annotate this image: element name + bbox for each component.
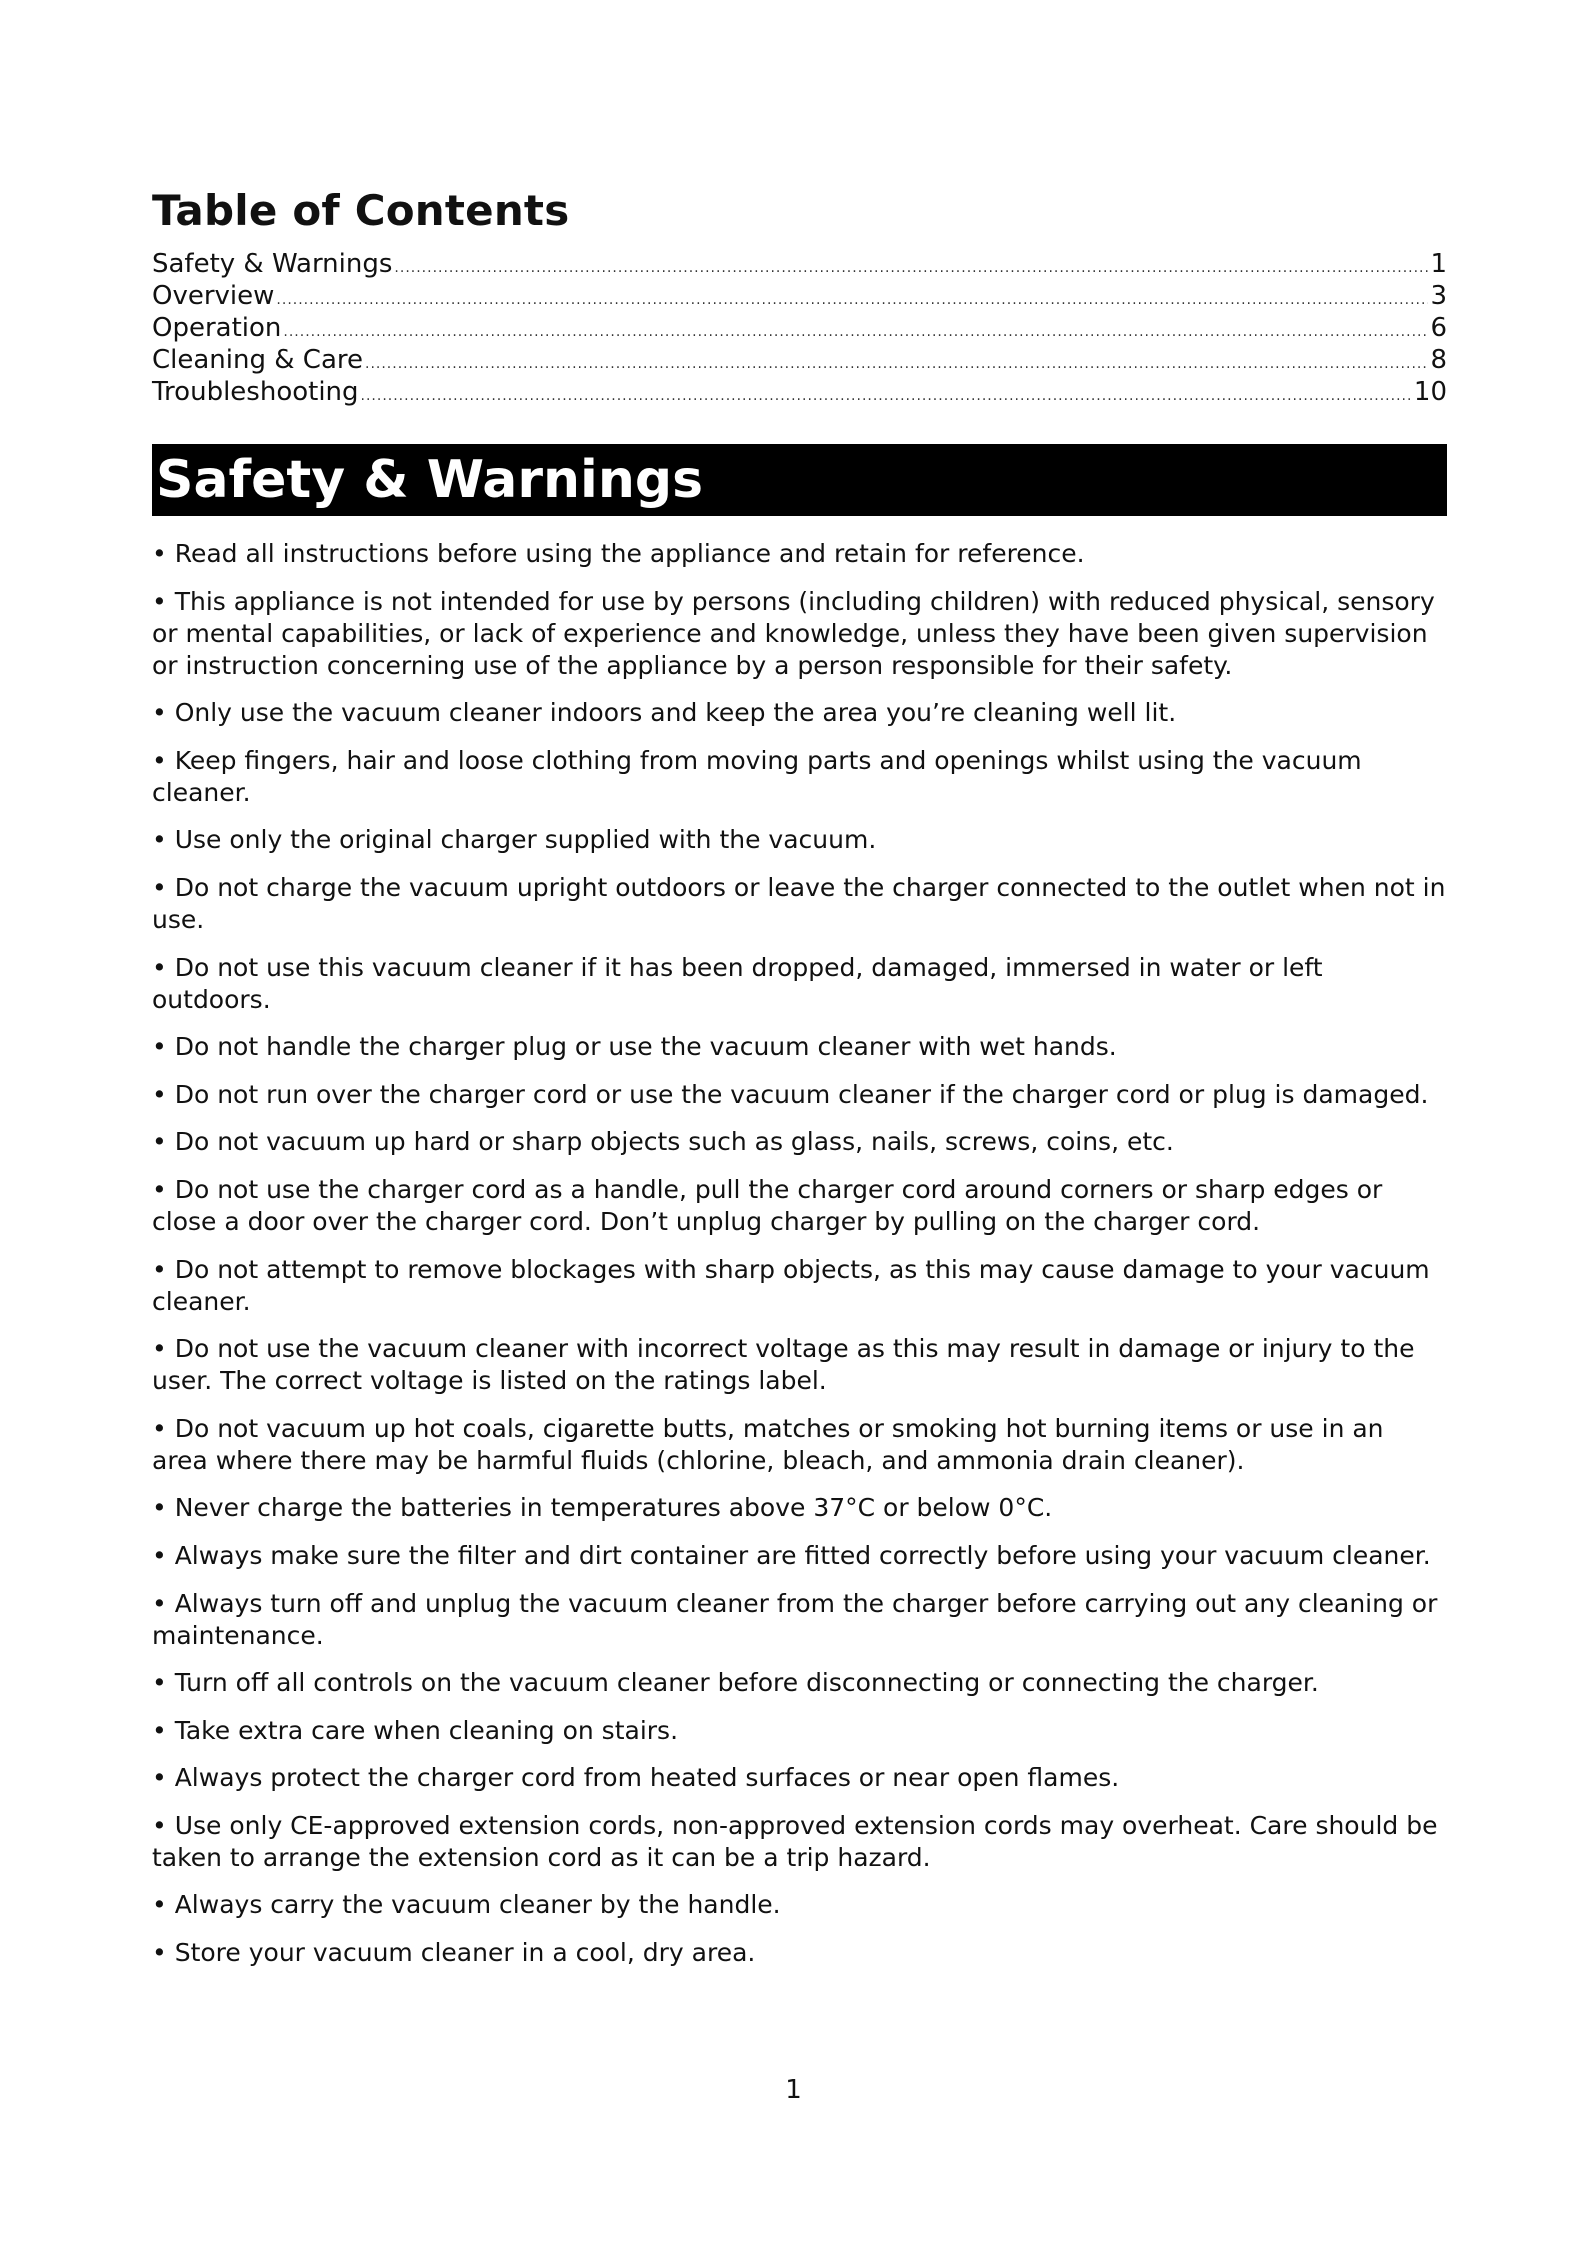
table-of-contents <box>152 248 1447 408</box>
toc-entry[interactable] <box>152 280 1447 312</box>
toc-entry-label: Cleaning & Care <box>152 345 363 375</box>
section-heading-banner <box>152 444 1447 516</box>
toc-entry[interactable] <box>152 248 1447 280</box>
warning-item: • Do not attempt to remove blockages with sharp objects, as this may cause damage to your vacuum cleaner. <box>152 1254 1447 1318</box>
toc-entry-label: Operation <box>152 313 282 343</box>
toc-entry-page: 8 <box>1430 345 1447 375</box>
toc-entry-label: Troubleshooting <box>152 377 359 407</box>
toc-leader-dots <box>365 348 1428 380</box>
warning-item: • Always carry the vacuum cleaner by the handle. <box>152 1889 1447 1921</box>
toc-entry-label: Overview <box>152 281 275 311</box>
toc-entry-page: 10 <box>1413 377 1447 407</box>
warning-item: • Do not vacuum up hard or sharp objects such as glass, nails, screws, coins, etc. <box>152 1126 1447 1158</box>
warning-item: • Do not use the charger cord as a handle, pull the charger cord around corners or sharp edges or close a door over the charger cord. Don’t unplug charger by pulling on the charger cord. <box>152 1174 1447 1238</box>
warning-item: • Do not run over the charger cord or use the vacuum cleaner if the charger cord or plug is damaged. <box>152 1079 1447 1111</box>
warning-item: • Always turn off and unplug the vacuum cleaner from the charger before carrying out any cleaning or maintenance. <box>152 1588 1447 1652</box>
warning-item: • Turn off all controls on the vacuum cleaner before disconnecting or connecting the charger. <box>152 1667 1447 1699</box>
warning-item: • Always protect the charger cord from heated surfaces or near open flames. <box>152 1762 1447 1794</box>
toc-title: Table of Contents <box>152 186 570 235</box>
section-heading: Safety & Warnings <box>156 450 704 510</box>
warning-item: • Use only the original charger supplied with the vacuum. <box>152 824 1447 856</box>
warning-item: • Keep fingers, hair and loose clothing from moving parts and openings whilst using the vacuum cleaner. <box>152 745 1447 809</box>
toc-leader-dots <box>276 284 1428 316</box>
warning-item: • Do not vacuum up hot coals, cigarette butts, matches or smoking hot burning items or use in an area where there may be harmful fluids (chlorine, bleach, and ammonia drain cleaner). <box>152 1413 1447 1477</box>
warning-item: • Store your vacuum cleaner in a cool, dry area. <box>152 1937 1447 1969</box>
warning-item: • Only use the vacuum cleaner indoors and keep the area you’re cleaning well lit. <box>152 697 1447 729</box>
toc-entry[interactable] <box>152 344 1447 376</box>
toc-entry-page: 1 <box>1430 249 1447 279</box>
toc-leader-dots <box>283 316 1428 348</box>
toc-entry-label: Safety & Warnings <box>152 249 393 279</box>
warning-item: • This appliance is not intended for use by persons (including children) with reduced physical, sensory or mental capabilities, or lack of experience and knowledge, unless they have been given supervision or instruction concerning use of the appliance by a person responsible for their safety. <box>152 586 1447 682</box>
warning-item: • Always make sure the filter and dirt container are fitted correctly before using your vacuum cleaner. <box>152 1540 1447 1572</box>
toc-entry[interactable] <box>152 312 1447 344</box>
toc-entry-page: 3 <box>1430 281 1447 311</box>
page-number: 1 <box>785 2075 802 2105</box>
document-page <box>152 180 1447 1985</box>
warning-item: • Do not handle the charger plug or use the vacuum cleaner with wet hands. <box>152 1031 1447 1063</box>
safety-warnings-list <box>152 538 1447 1969</box>
toc-leader-dots <box>394 252 1428 284</box>
warning-item: • Use only CE-approved extension cords, non-approved extension cords may overheat. Care should be taken to arrange the extension cord as it can be a trip hazard. <box>152 1810 1447 1874</box>
warning-item: • Do not use the vacuum cleaner with incorrect voltage as this may result in damage or injury to the user. The correct voltage is listed on the ratings label. <box>152 1333 1447 1397</box>
warning-item: • Never charge the batteries in temperatures above 37°C or below 0°C. <box>152 1492 1447 1524</box>
warning-item: • Take extra care when cleaning on stairs. <box>152 1715 1447 1747</box>
warning-item: • Do not use this vacuum cleaner if it has been dropped, damaged, immersed in water or left outdoors. <box>152 952 1447 1016</box>
toc-entry-page: 6 <box>1430 313 1447 343</box>
toc-entry[interactable] <box>152 376 1447 408</box>
warning-item: • Do not charge the vacuum upright outdoors or leave the charger connected to the outlet when not in use. <box>152 872 1447 936</box>
toc-leader-dots <box>361 380 1412 412</box>
warning-item: • Read all instructions before using the appliance and retain for reference. <box>152 538 1447 570</box>
